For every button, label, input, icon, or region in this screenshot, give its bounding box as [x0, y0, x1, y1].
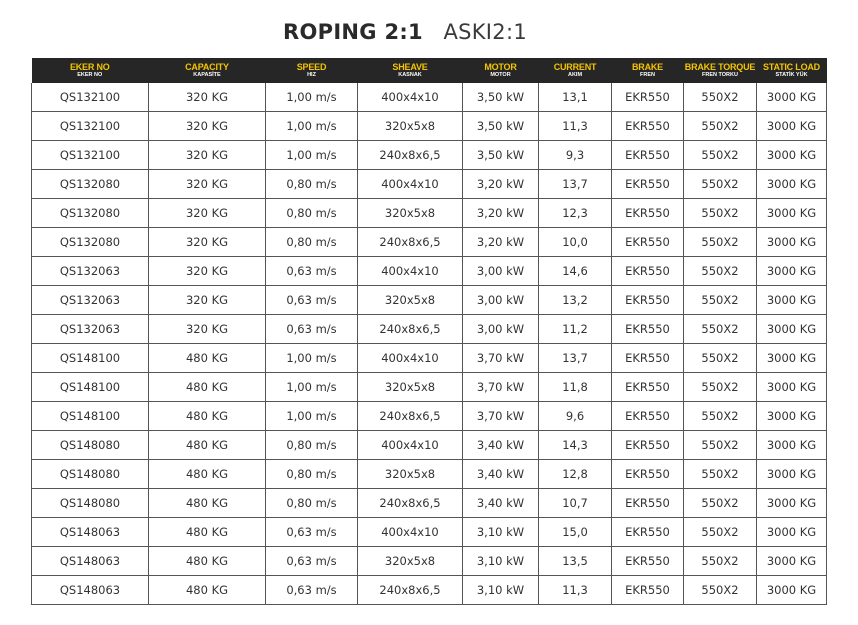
cell-eker-no: QS148063: [32, 576, 149, 605]
cell-motor: 3,70 kW: [463, 402, 539, 431]
column-header-capacity: [149, 58, 266, 83]
table-row: [32, 170, 827, 199]
cell-capacity: 480 KG: [149, 489, 266, 518]
table-row: [32, 402, 827, 431]
cell-capacity: 480 KG: [149, 431, 266, 460]
table-row: [32, 373, 827, 402]
table-row: [32, 489, 827, 518]
column-header-label: STATIC LOAD: [763, 62, 820, 72]
cell-brake-torque: 550X2: [684, 373, 757, 402]
cell-brake: EKR550: [612, 170, 684, 199]
column-header-sheave: [358, 58, 463, 83]
cell-static-load: 3000 KG: [757, 83, 827, 112]
column-header-sublabel: EKER NO: [77, 72, 103, 78]
cell-eker-no: QS148080: [32, 431, 149, 460]
cell-static-load: 3000 KG: [757, 315, 827, 344]
cell-eker-no: QS132100: [32, 141, 149, 170]
cell-capacity: 480 KG: [149, 518, 266, 547]
cell-speed: 0,80 m/s: [266, 431, 358, 460]
cell-speed: 1,00 m/s: [266, 402, 358, 431]
cell-brake-torque: 550X2: [684, 431, 757, 460]
cell-sheave: 240x8x6,5: [358, 576, 463, 605]
table-row: [32, 315, 827, 344]
cell-speed: 0,63 m/s: [266, 547, 358, 576]
column-header-sublabel: FREN: [640, 72, 655, 78]
cell-sheave: 400x4x10: [358, 518, 463, 547]
cell-static-load: 3000 KG: [757, 141, 827, 170]
cell-motor: 3,70 kW: [463, 344, 539, 373]
cell-brake-torque: 550X2: [684, 170, 757, 199]
column-header-sublabel: FREN TORKU: [702, 72, 738, 78]
cell-sheave: 400x4x10: [358, 83, 463, 112]
cell-sheave: 400x4x10: [358, 344, 463, 373]
cell-static-load: 3000 KG: [757, 576, 827, 605]
cell-current: 11,2: [539, 315, 612, 344]
spec-table: [31, 58, 827, 605]
cell-static-load: 3000 KG: [757, 257, 827, 286]
column-header-sublabel: STATİK YÜK: [775, 72, 808, 78]
cell-brake: EKR550: [612, 286, 684, 315]
cell-speed: 1,00 m/s: [266, 344, 358, 373]
cell-brake: EKR550: [612, 402, 684, 431]
cell-motor: 3,10 kW: [463, 547, 539, 576]
column-header-label: SPEED: [296, 62, 327, 72]
table-body: [32, 83, 827, 605]
cell-capacity: 480 KG: [149, 344, 266, 373]
cell-static-load: 3000 KG: [757, 112, 827, 141]
cell-motor: 3,10 kW: [463, 576, 539, 605]
column-header-brake: [612, 58, 684, 83]
table-row: [32, 460, 827, 489]
cell-brake: EKR550: [612, 373, 684, 402]
table-header-row: [32, 58, 827, 83]
cell-static-load: 3000 KG: [757, 170, 827, 199]
cell-capacity: 320 KG: [149, 228, 266, 257]
cell-capacity: 320 KG: [149, 112, 266, 141]
table-row: [32, 83, 827, 112]
cell-static-load: 3000 KG: [757, 373, 827, 402]
cell-motor: 3,50 kW: [463, 112, 539, 141]
cell-brake-torque: 550X2: [684, 257, 757, 286]
cell-current: 11,3: [539, 576, 612, 605]
cell-brake: EKR550: [612, 576, 684, 605]
cell-capacity: 320 KG: [149, 199, 266, 228]
cell-sheave: 320x5x8: [358, 199, 463, 228]
cell-brake: EKR550: [612, 228, 684, 257]
table-row: [32, 547, 827, 576]
title-sub: ASKI2:1: [443, 20, 527, 44]
cell-capacity: 320 KG: [149, 286, 266, 315]
cell-sheave: 240x8x6,5: [358, 141, 463, 170]
column-header-label: CAPACITY: [185, 62, 229, 72]
cell-sheave: 240x8x6,5: [358, 489, 463, 518]
cell-speed: 0,63 m/s: [266, 286, 358, 315]
cell-eker-no: QS148063: [32, 547, 149, 576]
cell-speed: 0,80 m/s: [266, 228, 358, 257]
cell-brake-torque: 550X2: [684, 141, 757, 170]
cell-brake-torque: 550X2: [684, 315, 757, 344]
cell-speed: 0,80 m/s: [266, 199, 358, 228]
cell-static-load: 3000 KG: [757, 431, 827, 460]
cell-motor: 3,40 kW: [463, 489, 539, 518]
cell-brake: EKR550: [612, 460, 684, 489]
cell-current: 12,3: [539, 199, 612, 228]
cell-brake: EKR550: [612, 431, 684, 460]
cell-speed: 0,63 m/s: [266, 576, 358, 605]
cell-current: 10,7: [539, 489, 612, 518]
cell-current: 14,6: [539, 257, 612, 286]
column-header-speed: [266, 58, 358, 83]
cell-current: 13,5: [539, 547, 612, 576]
cell-eker-no: QS148100: [32, 373, 149, 402]
cell-static-load: 3000 KG: [757, 489, 827, 518]
cell-eker-no: QS148080: [32, 460, 149, 489]
table-row: [32, 112, 827, 141]
cell-eker-no: QS132063: [32, 315, 149, 344]
cell-speed: 1,00 m/s: [266, 141, 358, 170]
cell-static-load: 3000 KG: [757, 460, 827, 489]
cell-current: 13,7: [539, 170, 612, 199]
cell-static-load: 3000 KG: [757, 402, 827, 431]
cell-brake: EKR550: [612, 344, 684, 373]
cell-eker-no: QS132063: [32, 257, 149, 286]
cell-capacity: 320 KG: [149, 170, 266, 199]
cell-static-load: 3000 KG: [757, 286, 827, 315]
cell-eker-no: QS148080: [32, 489, 149, 518]
cell-brake-torque: 550X2: [684, 286, 757, 315]
cell-static-load: 3000 KG: [757, 547, 827, 576]
cell-static-load: 3000 KG: [757, 344, 827, 373]
table-row: [32, 228, 827, 257]
column-header-sublabel: KAPASİTE: [193, 72, 221, 78]
cell-speed: 0,80 m/s: [266, 170, 358, 199]
cell-brake-torque: 550X2: [684, 518, 757, 547]
cell-brake-torque: 550X2: [684, 402, 757, 431]
cell-brake: EKR550: [612, 112, 684, 141]
table-row: [32, 199, 827, 228]
cell-brake: EKR550: [612, 518, 684, 547]
table-row: [32, 431, 827, 460]
cell-capacity: 320 KG: [149, 257, 266, 286]
cell-motor: 3,00 kW: [463, 257, 539, 286]
cell-brake: EKR550: [612, 547, 684, 576]
cell-brake: EKR550: [612, 315, 684, 344]
cell-motor: 3,40 kW: [463, 460, 539, 489]
cell-static-load: 3000 KG: [757, 199, 827, 228]
cell-sheave: 320x5x8: [358, 460, 463, 489]
table-row: [32, 286, 827, 315]
column-header-motor: [463, 58, 539, 83]
title: [283, 20, 527, 44]
cell-motor: 3,00 kW: [463, 315, 539, 344]
cell-capacity: 480 KG: [149, 576, 266, 605]
cell-current: 13,2: [539, 286, 612, 315]
cell-speed: 1,00 m/s: [266, 83, 358, 112]
column-header-sublabel: HIZ: [307, 72, 316, 78]
cell-sheave: 400x4x10: [358, 257, 463, 286]
cell-current: 13,1: [539, 83, 612, 112]
cell-eker-no: QS132080: [32, 170, 149, 199]
cell-motor: 3,00 kW: [463, 286, 539, 315]
cell-brake-torque: 550X2: [684, 576, 757, 605]
column-header-label: EKER NO: [69, 62, 110, 72]
table-row: [32, 257, 827, 286]
cell-brake-torque: 550X2: [684, 228, 757, 257]
column-header-static-load: [757, 58, 827, 83]
cell-brake-torque: 550X2: [684, 489, 757, 518]
cell-speed: 0,80 m/s: [266, 489, 358, 518]
column-header-sublabel: AKIM: [567, 72, 583, 78]
title-row: [0, 0, 858, 58]
cell-brake-torque: 550X2: [684, 199, 757, 228]
cell-motor: 3,40 kW: [463, 431, 539, 460]
cell-eker-no: QS132100: [32, 112, 149, 141]
cell-brake: EKR550: [612, 199, 684, 228]
cell-speed: 0,63 m/s: [266, 315, 358, 344]
cell-eker-no: QS132080: [32, 228, 149, 257]
cell-capacity: 480 KG: [149, 373, 266, 402]
table-row: [32, 344, 827, 373]
table-row: [32, 141, 827, 170]
cell-current: 9,3: [539, 141, 612, 170]
cell-sheave: 320x5x8: [358, 373, 463, 402]
cell-current: 12,8: [539, 460, 612, 489]
cell-capacity: 320 KG: [149, 141, 266, 170]
cell-eker-no: QS148063: [32, 518, 149, 547]
cell-motor: 3,20 kW: [463, 170, 539, 199]
cell-sheave: 320x5x8: [358, 286, 463, 315]
cell-brake: EKR550: [612, 83, 684, 112]
cell-brake-torque: 550X2: [684, 460, 757, 489]
cell-motor: 3,70 kW: [463, 373, 539, 402]
column-header-eker-no: [32, 58, 149, 83]
cell-brake-torque: 550X2: [684, 344, 757, 373]
cell-static-load: 3000 KG: [757, 518, 827, 547]
cell-motor: 3,20 kW: [463, 199, 539, 228]
cell-sheave: 240x8x6,5: [358, 228, 463, 257]
cell-current: 9,6: [539, 402, 612, 431]
cell-speed: 0,80 m/s: [266, 460, 358, 489]
cell-speed: 1,00 m/s: [266, 373, 358, 402]
cell-speed: 0,63 m/s: [266, 518, 358, 547]
cell-motor: 3,50 kW: [463, 83, 539, 112]
title-main: ROPING 2:1: [283, 20, 423, 44]
cell-eker-no: QS132063: [32, 286, 149, 315]
cell-current: 13,7: [539, 344, 612, 373]
table-row: [32, 576, 827, 605]
cell-motor: 3,50 kW: [463, 141, 539, 170]
cell-brake-torque: 550X2: [684, 547, 757, 576]
column-header-label: MOTOR: [484, 62, 517, 72]
cell-capacity: 320 KG: [149, 315, 266, 344]
column-header-sublabel: KASNAK: [398, 72, 422, 78]
cell-brake-torque: 550X2: [684, 83, 757, 112]
cell-eker-no: QS132100: [32, 83, 149, 112]
cell-motor: 3,20 kW: [463, 228, 539, 257]
column-header-label: BRAKE: [631, 62, 663, 72]
cell-sheave: 240x8x6,5: [358, 402, 463, 431]
column-header-current: [539, 58, 612, 83]
cell-motor: 3,10 kW: [463, 518, 539, 547]
cell-brake-torque: 550X2: [684, 112, 757, 141]
cell-sheave: 320x5x8: [358, 112, 463, 141]
table-row: [32, 518, 827, 547]
cell-eker-no: QS148100: [32, 344, 149, 373]
column-header-brake-torque: [684, 58, 757, 83]
cell-capacity: 480 KG: [149, 547, 266, 576]
cell-sheave: 240x8x6,5: [358, 315, 463, 344]
cell-capacity: 480 KG: [149, 402, 266, 431]
cell-brake: EKR550: [612, 257, 684, 286]
column-header-sublabel: MOTOR: [490, 72, 511, 78]
cell-static-load: 3000 KG: [757, 228, 827, 257]
cell-speed: 1,00 m/s: [266, 112, 358, 141]
cell-sheave: 400x4x10: [358, 431, 463, 460]
column-header-label: BRAKE TORQUE: [684, 62, 756, 72]
cell-current: 11,8: [539, 373, 612, 402]
cell-sheave: 320x5x8: [358, 547, 463, 576]
cell-brake: EKR550: [612, 489, 684, 518]
column-header-label: SHEAVE: [392, 62, 428, 72]
cell-eker-no: QS148100: [32, 402, 149, 431]
column-header-label: CURRENT: [553, 62, 597, 72]
cell-sheave: 400x4x10: [358, 170, 463, 199]
cell-current: 14,3: [539, 431, 612, 460]
cell-brake: EKR550: [612, 141, 684, 170]
cell-current: 11,3: [539, 112, 612, 141]
cell-capacity: 480 KG: [149, 460, 266, 489]
cell-speed: 0,63 m/s: [266, 257, 358, 286]
cell-capacity: 320 KG: [149, 83, 266, 112]
cell-current: 15,0: [539, 518, 612, 547]
cell-current: 10,0: [539, 228, 612, 257]
cell-eker-no: QS132080: [32, 199, 149, 228]
